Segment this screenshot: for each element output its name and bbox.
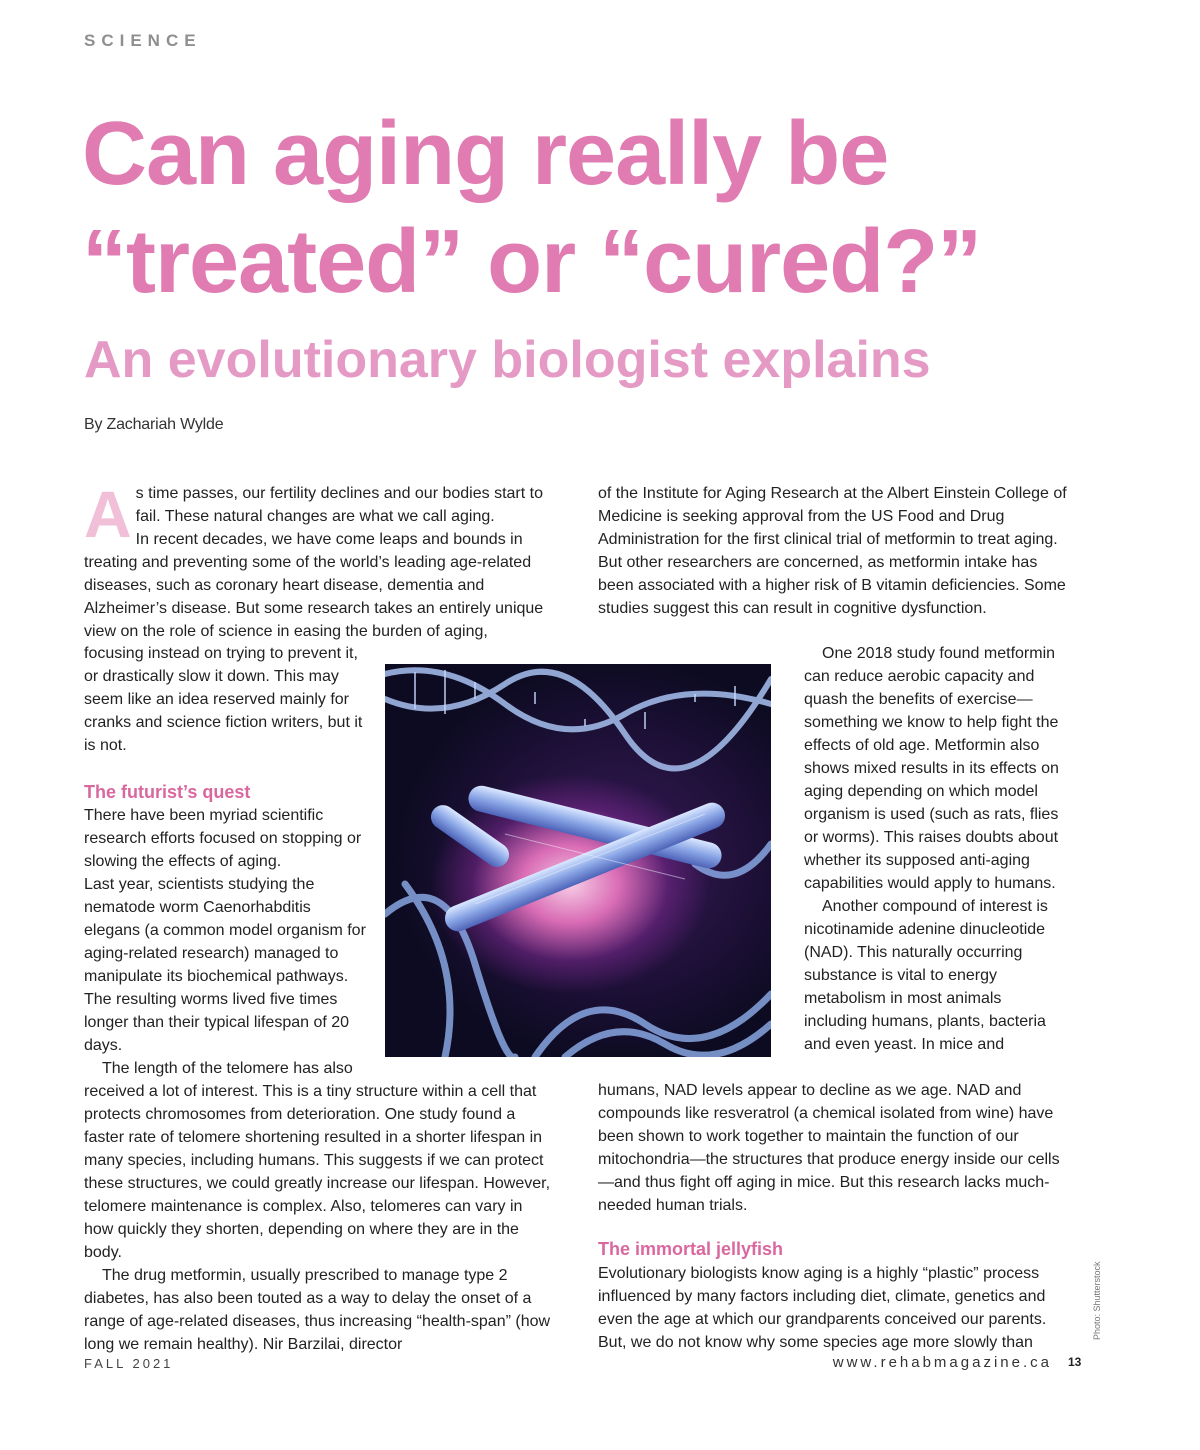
chromosome-dna-photo	[385, 664, 771, 1057]
heading-futurists-quest: The futurist’s quest	[84, 782, 251, 802]
intro-paragraph-1	[84, 477, 562, 551]
headline-line-2: “treated” or “cured?”	[82, 212, 982, 312]
drop-cap: A	[84, 477, 132, 551]
futurist-paragraph-4: The drug metformin, usually prescribed to manage type 2 diabetes, has also been touted as a way to delay the onset of a range of age-related diseases, thus increasing “health-span” (how long we remain healthy). Nir Barzilai, director	[84, 1267, 551, 1353]
right-paragraph-2: One 2018 study found metformin can reduce aerobic capacity and quash the benefits of exercise—something we know to help fight the effects of old age. Metformin also shows mixed results in its effects on aging depending on which model organism is used (such as rats, flies or worms). This raises doubts about whether its supposed anti-aging capabilities would apply to humans.	[804, 645, 1059, 892]
right-column-top	[598, 482, 1068, 620]
headline	[82, 100, 1122, 316]
intro-continued	[84, 642, 364, 757]
futurist-paragraph-3a: The length of the telomere has also	[102, 1060, 353, 1077]
intro-block	[84, 477, 562, 643]
right-paragraph-1: of the Institute for Aging Research at the Albert Einstein College of Medicine is seeking approval from the US Food and Drug Administration for the first clinical trial of metformin to treat aging. But other researchers are concerned, as metformin intake has been associated with a higher risk of B vitamin deficiencies. Some studies suggest this can result in cognitive dysfunction.	[598, 485, 1067, 617]
right-paragraph-3b: humans, NAD levels appear to decline as we age. NAD and compounds like resveratrol (a chemical isolated from wine) have been shown to work together to maintain the function of our mitochondria—the structures that produce energy inside our cells—and thus fight off aging in mice. But this research lacks much-needed human trials.	[598, 1082, 1060, 1214]
right-column-lower	[598, 1079, 1068, 1217]
heading-immortal-jellyfish: The immortal jellyfish	[598, 1239, 784, 1259]
page-number: 13	[1068, 1355, 1082, 1369]
jellyfish-paragraph-1: Evolutionary biologists know aging is a highly “plastic” process influenced by many factors including diet, climate, genetics and even the age at which our grandparents conceived our parents. But, we do not know why some species age more slowly than	[598, 1265, 1047, 1351]
chromosome-illustration	[385, 664, 771, 1057]
byline: By Zachariah Wylde	[84, 416, 224, 433]
intro-text: s time passes, our fertility declines and our bodies start to fail. These natural changes are what we call aging.	[135, 485, 543, 525]
headline-line-1: Can aging really be	[82, 104, 889, 204]
intro-paragraph-2a: In recent decades, we have come leaps and bounds in treating and preventing some of the world’s leading age-related diseases, such as coronary heart disease, dementia and Alzheimer’s disease. But some research takes an entirely unique view on the role of science in easing the burden of aging,	[84, 531, 544, 640]
futurist-paragraph-3b: received a lot of interest. This is a tiny structure within a cell that protects chromosomes from deterioration. One study found a faster rate of telomere shortening resulted in a shorter lifespan in many species, including humans. This suggests if we can protect these structures, we could greatly increase our lifespan. However, telomere maintenance is complex. Also, telomeres can vary in how quickly they shorten, depending on where they are in the body.	[84, 1083, 551, 1261]
section-label: SCIENCE	[84, 31, 202, 50]
footer-issue: FALL 2021	[84, 1356, 174, 1371]
right-paragraph-3a: Another compound of interest is nicotinamide adenine dinucleotide (NAD). This naturally occurring substance is vital to energy metabolism in most animals including humans, plants, bacteria and even yeast. In mice and	[804, 898, 1048, 1053]
jellyfish-block	[598, 1262, 1070, 1354]
intro-paragraph-2b: focusing instead on trying to prevent it, or drastically slow it down. This may seem like an idea reserved mainly for cranks and science fiction writers, but it is not.	[84, 645, 363, 754]
futurist-paragraph-2: Last year, scientists studying the nematode worm Caenorhabditis elegans (a common model organism for aging-related research) managed to manipulate its biochemical pathways. The resulting worms lived five times longer than their typical lifespan of 20 days.	[84, 876, 366, 1054]
futurist-paragraph-1: There have been myriad scientific research efforts focused on stopping or slowing the effects of aging.	[84, 807, 362, 870]
futurist-continued	[84, 1080, 556, 1356]
right-column-narrow	[804, 642, 1066, 1056]
footer-website[interactable]: www.rehabmagazine.ca	[832, 1354, 1052, 1371]
photo-credit: Photo: Shutterstock	[1092, 1261, 1102, 1340]
subheadline: An evolutionary biologist explains	[84, 331, 931, 389]
futurist-block	[84, 804, 369, 1080]
